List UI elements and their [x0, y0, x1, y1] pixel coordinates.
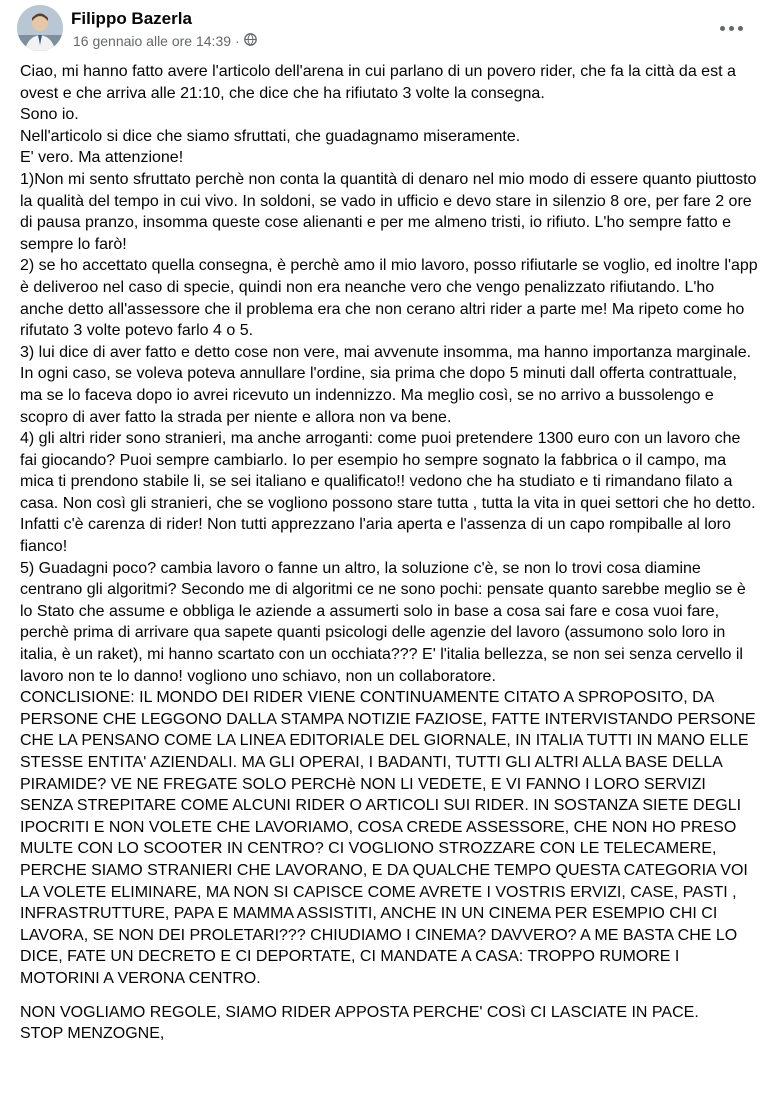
post-paragraph: Ciao, mi hanno fatto avere l'articolo dell'arena in cui parlano di un povero rider, che fa la città da est a ovest e che arriva alle 21:10, che dice che ha rifiutato 3 volte la consegna. [20, 63, 736, 102]
more-options-button[interactable] [713, 13, 749, 43]
more-dots-icon-dot [738, 26, 743, 31]
post-paragraph: 3) lui dice di aver fatto e detto cose non vere, mai avvenute insomma, ma hanno importanza marginale. In ogni caso, se voleva poteva annullare l'ordine, sia prima che dopo 5 minuti dall offerta contrattuale, ma se lo faceva dopo io avrei ricevuto un indennizzo. Ma meglio così, se no arrivo a bussolengo e scopro di aver fatto la strada per niente e allora non va bene. [20, 343, 752, 426]
post-header [17, 5, 757, 55]
post-paragraph: 2) se ho accettato quella consegna, è perchè amo il mio lavoro, posso rifiutarle se voglio, ed inoltre l'app è deliveroo nel caso di specie, quindi non era neanche vero che vengo penalizzato rifiutando. L'ho anche detto all'assessore che il problema era che non cerano altri rider a parte me! Ma ripeto come ho rifutato 3 volte potevo farlo 4 o 5. [20, 257, 758, 340]
post-body [20, 61, 758, 1045]
post-paragraph: STOP MENZOGNE, [20, 1025, 165, 1043]
post-paragraph: 5) Guadagni poco? cambia lavoro o fanne un altro, la soluzione c'è, se non lo trovi cosa diamine centrano gli algoritmi? Secondo me di algoritmi ce ne sono pochi: pensate quanto sarebbe meglio se è lo Stato che assume e obbliga le aziende a assumerti solo in base a cosa sai fare e cosa vuoi fare, perchè prima di arrivare qua sapete quanti psicologi delle agenzie del lavoro (assumono solo loro in italia, è un raket), mi hanno scartato con un occhiata??? E' l'italia bellezza, se non sei senza cervello il lavoro non te lo danno! vogliono uno schiavo, non un collaboratore. [20, 559, 746, 685]
post-paragraph: Nell'articolo si dice che siamo sfruttati, che guadagnamo miseramente. [20, 127, 521, 145]
post-paragraph: NON VOGLIAMO REGOLE, SIAMO RIDER APPOSTA PERCHE' COSì CI LASCIATE IN PACE. [20, 1003, 699, 1021]
more-dots-icon-dot [729, 26, 734, 31]
post-timestamp[interactable]: 16 gennaio alle ore 14:39 [73, 33, 232, 49]
post-paragraph: CONCLISIONE: IL MONDO DEI RIDER VIENE CONTINUAMENTE CITATO A SPROPOSITO, DA PERSONE CHE LEGGONO DALLA STAMPA NOTIZIE FAZIOSE, FATTE INTERVISTANDO PERSONE CHE LA PENSANO COME LA LINEA EDITORIALE DEL GIORNALE, IN ITALIA TUTTI IN MANO ELLE STESSE ENTITA' AZIENDALI. MA GLI OPERAI, I BADANTI, TUTTI GLI ALTRI ALLA BASE DELLA PIRAMIDE? VE NE FREGATE SOLO PERCHè NON LI VEDETE, E VI FANNO I LORO SERVIZI SENZA STREPITARE COME ALCUNI RIDER O ARTICOLI SUI RIDER. IN SOSTANZA SIETE DEGLI IPOCRITI E NON VOLETE CHE LAVORIAMO, COSA CREDE ASSESSORE, CHE NON HO PRESO MULTE CON LO SCOOTER IN CENTRO? CI VOGLIONO STROZZARE CON LE TELECAMERE, PERCHE SIAMO STRANIERI CHE LAVORANO, E DA QUALCHE TEMPO QUESTA CATEGORIA VOI LA VOLETE ELIMINARE, MA NON SI CAPISCE COME AVRETE I VOSTRIS ERVIZI, CASE, PASTI , INFRASTRUTTURE, PAPA E MAMMA ASSISTITI, ANCHE IN UN CINEMA PER ESEMPIO CHI CI LAVORA, SE NON DEI PROLETARI??? CHIUDIAMO I CINEMA? DAVVERO? A ME BASTA CHE LO DICE, FATE UN DECRETO E CI DEPORTATE, CI MANDATE A CASA: TROPPO RUMORE I MOTORINI A VERONA CENTRO. [20, 689, 756, 987]
separator-dot: · [235, 33, 240, 49]
post-paragraph: 1)Non mi sento sfruttato perchè non conta la quantità di denaro nel mio modo di essere quanto piuttosto la qualità del tempo in cui vivo. In soldoni, se vado in ufficio e devo stare in silenzio 8 ore, per fare 2 ore di pausa pranzo, insomma queste cose alienanti e per me almeno tristi, io rifiuto. L'ho sempre fatto e sempre lo farò! [20, 170, 757, 253]
post-meta [73, 33, 257, 49]
more-dots-icon [720, 26, 725, 31]
post-paragraph: E' vero. Ma attenzione! [20, 149, 184, 167]
post-paragraph: 4) gli altri rider sono stranieri, ma anche arroganti: come puoi pretendere 1300 euro con un lavoro che fai giocando? Puoi sempre cambiarlo. Io per esempio ho sempre sognato la fabbrica o il campo, ma mica ti prendono stabile li, se sei italiano e qualificato!! vedono che ha studiato e ti rimandano filato a casa. Non così gli stranieri, che se vogliono possono stare tutta , tutta la vita in quei settori che ho detto. Infatti c'è carenza di rider! Non tutti apprezzano l'aria aperta e l'assenza di un capo rompiballe al loro fianco! [20, 430, 756, 556]
avatar[interactable] [17, 5, 63, 51]
paragraph-gap [20, 990, 758, 1002]
globe-icon [244, 33, 257, 49]
author-name[interactable]: Filippo Bazerla [71, 9, 192, 28]
post-paragraph: Sono io. [20, 106, 79, 124]
